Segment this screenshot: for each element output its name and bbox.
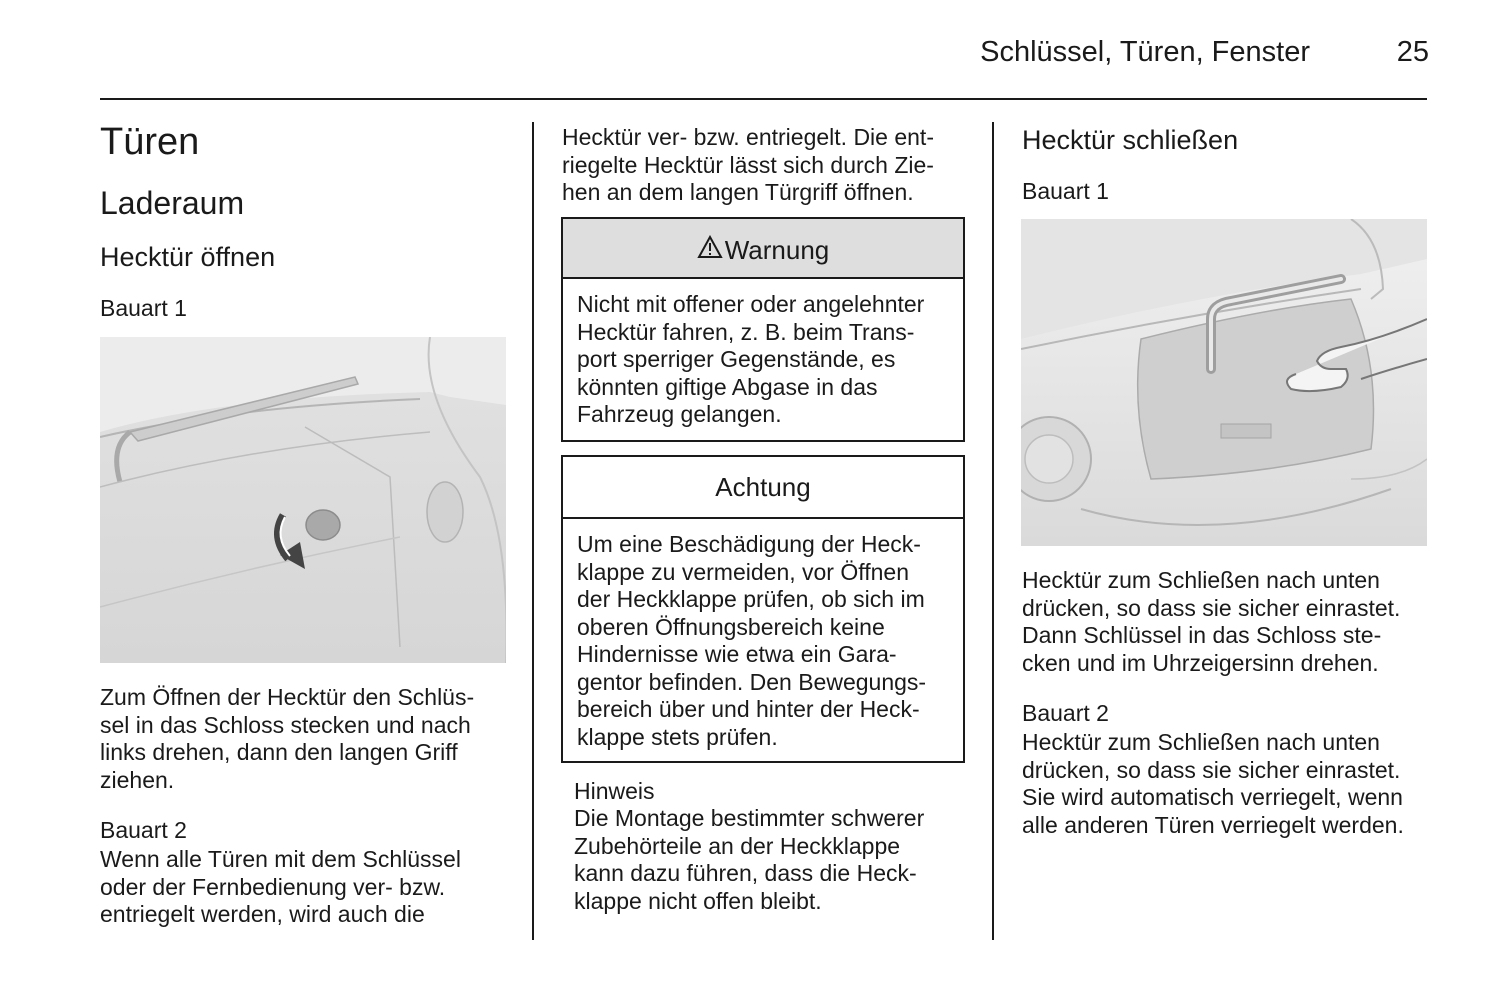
- variant2-close-instructions: Hecktür zum Schließen nach unten drücken, so dass sie sicher einrastet. Sie wird automatisch verriegelt, wenn alle anderen Türen verriegelt werden.: [1022, 729, 1404, 838]
- header-divider: [100, 98, 1427, 100]
- variant1-close-instructions: Hecktür zum Schließen nach unten drücken, so dass sie sicher einrastet. Dann Schlüssel in das Schloss ste- cken und im Uhrzeigersinn drehen.: [1022, 567, 1401, 676]
- warning-triangle-icon: [697, 221, 723, 279]
- label-bauart-1-close: Bauart 1: [1022, 178, 1109, 204]
- note-title: Hinweis: [574, 778, 655, 804]
- note-text: Die Montage bestimmter schwerer Zubehörteile an der Heckklappe kann dazu führen, dass die Heck- klappe nicht offen bleibt.: [574, 805, 925, 914]
- column-divider-2: [992, 122, 994, 940]
- caution-box: [561, 455, 965, 763]
- warning-text: Nicht mit offener oder angelehnter Hecktür fahren, z. B. beim Trans- port sperriger Gegenstände, es könnten giftige Abgase in das Fahrzeug gelangen.: [577, 291, 925, 427]
- section-title: Schlüssel, Türen, Fenster: [980, 36, 1310, 68]
- caution-title: Achtung: [563, 457, 963, 519]
- tailgate-open-drawing: [100, 337, 506, 663]
- variant1-open-instructions: Zum Öffnen der Hecktür den Schlüs- sel in das Schloss stecken und nach links drehen, dann den langen Griff ziehen.: [100, 684, 475, 793]
- tailgate-close-illustration: [1021, 219, 1427, 546]
- label-bauart-1: Bauart 1: [100, 295, 187, 321]
- variant2-open-instructions: Wenn alle Türen mit dem Schlüssel oder der Fernbedienung ver- bzw. entriegelt werden, wird auch die: [100, 846, 461, 927]
- continued-unlock-text: Hecktür ver- bzw. entriegelt. Die ent- riegelte Hecktür lässt sich durch Zie- hen an dem langen Türgriff öffnen.: [562, 124, 934, 205]
- label-bauart-2-close: Bauart 2: [1022, 700, 1109, 726]
- label-bauart-2: Bauart 2: [100, 817, 187, 843]
- warning-title: Warnung: [724, 235, 830, 266]
- heading-hecktuer-schliessen: Hecktür schließen: [1022, 125, 1239, 155]
- page-number: 25: [1396, 36, 1429, 68]
- heading-tueren: Türen: [100, 121, 200, 163]
- warning-header: [563, 219, 963, 279]
- tailgate-close-drawing: [1021, 219, 1427, 546]
- heading-hecktuer-oeffnen: Hecktür öffnen: [100, 242, 276, 272]
- warning-box: [561, 217, 965, 442]
- caution-text: Um eine Beschädigung der Heck- klappe zu vermeiden, vor Öffnen der Heckklappe prüfen, ob sich im oberen Öffnungsbereich keine Hindernisse wie etwa ein Gara- gentor befinden. Den Bewegungs- bereich über und hinter der Heck- klappe stets prüfen.: [577, 531, 927, 750]
- column-divider-1: [532, 122, 534, 940]
- heading-laderaum: Laderaum: [100, 185, 245, 221]
- tailgate-open-illustration: [100, 337, 506, 663]
